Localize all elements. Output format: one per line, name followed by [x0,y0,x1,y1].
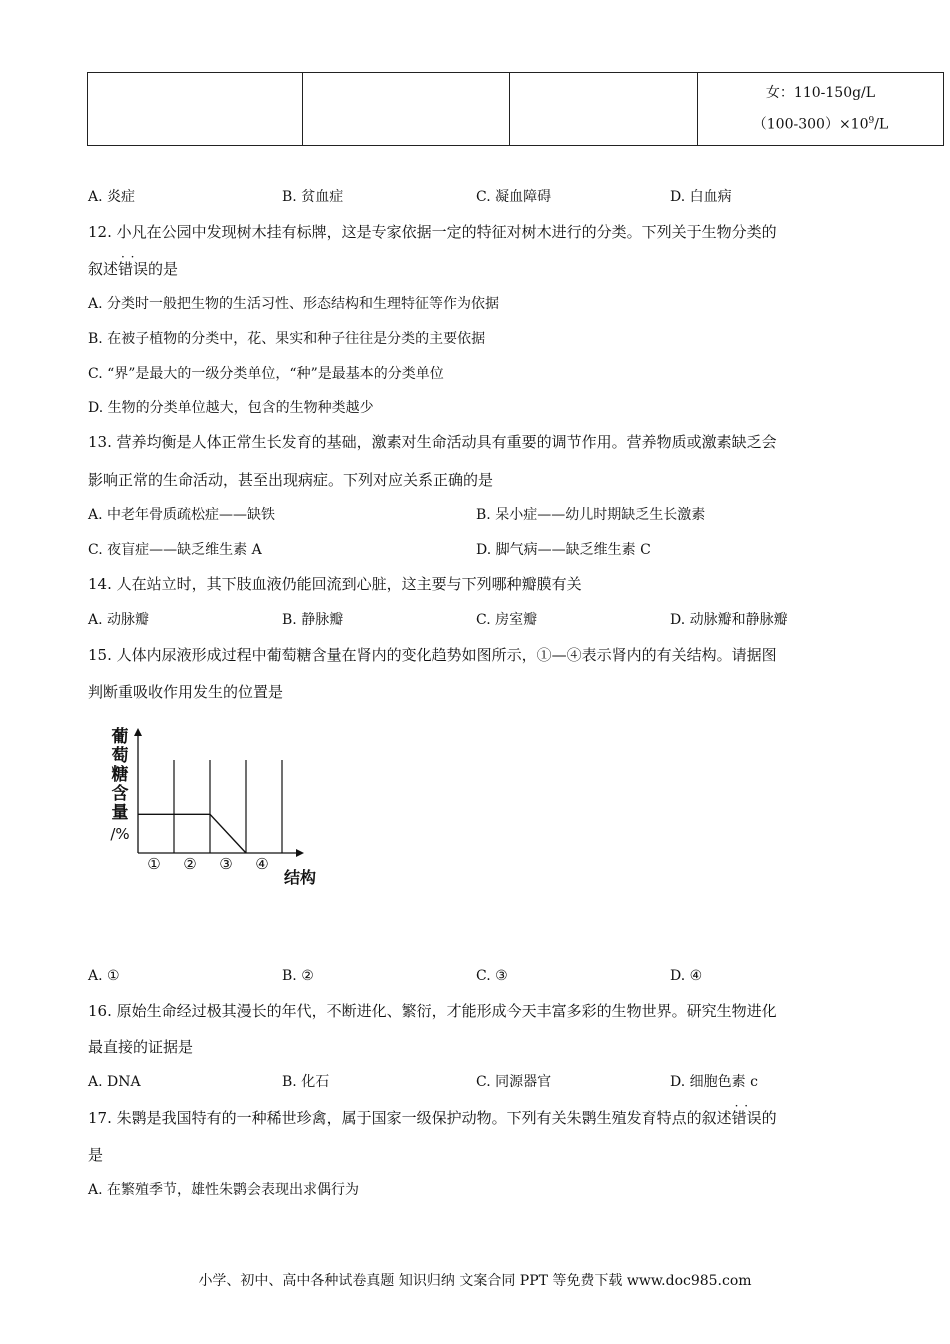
q17-option-a: A. 在繁殖季节，雄性朱鹮会表现出求偶行为 [88,1182,360,1198]
y-axis-arrow [134,728,142,736]
q12-option-d: D. 生物的分类单位越大，包含的生物种类越少 [88,400,374,416]
y-axis-label-char: 量 [111,803,129,823]
x-tick-label: ① [147,855,161,873]
q15-stem-line1: 15. 人体内尿液形成过程中葡萄糖含量在肾内的变化趋势如图所示，①—④表示肾内的有关结构。请据图 [88,646,777,664]
reference-table [87,72,944,146]
q12-option-b: B. 在被子植物的分类中，花、果实和种子往往是分类的主要依据 [88,331,486,347]
glucose-chart [108,722,328,892]
footer-banner: 小学、初中、高中各种试卷真题 知识归纳 文案合同 PPT 等免费下载 www.doc985.com [198,1273,752,1289]
q14-option-c: C. 房室瓣 [476,612,538,628]
series-line [138,814,246,853]
q14-option-b: B. 静脉瓣 [282,612,344,628]
y-axis-label-char: 糖 [111,765,129,785]
q13-option-b: B. 呆小症——幼儿时期缺乏生长激素 [476,507,706,523]
table-cell-line: 女：110-150g/L [765,85,876,102]
y-axis-label-char: 含 [111,784,129,804]
chart-axes [110,727,316,887]
q12-option-a: A. 分类时一般把生物的生活习性、形态结构和生理特征等作为依据 [88,296,500,312]
q17-stem-text: 的 [761,1109,777,1127]
table-superscript: 9 [868,116,875,127]
q11-option-d: D. 白血病 [670,189,732,205]
x-tick-label: ③ [219,855,233,873]
q14-option-a: A. 动脉瓣 [88,612,150,628]
q17-stem-line1 [88,1108,777,1128]
y-axis-label-char: 葡 [111,727,129,747]
q16-option-c: C. 同源器官 [476,1074,552,1090]
q17-stem-text: 17. 朱鹮是我国特有的一种稀世珍禽，属于国家一级保护动物。下列有关朱鹮生殖发育特点的叙述 [88,1109,732,1127]
table-text: /L [874,116,889,133]
q14-option-d: D. 动脉瓣和静脉瓣 [670,612,788,628]
q13-option-c: C. 夜盲症——缺乏维生素 A [88,542,262,558]
q13-stem-line1: 13. 营养均衡是人体正常生长发育的基础，激素对生命活动具有重要的调节作用。营养物质或激素缺乏会 [88,433,777,451]
q17-stem-line2: 是 [88,1146,104,1164]
q12-stem-text: 的是 [148,260,179,278]
q13-option-d: D. 脚气病——缺乏维生素 C [476,542,651,558]
chart-marks [138,814,269,873]
q11-option-c: C. 凝血障碍 [476,189,552,205]
q12-stem-line1: 12. 小凡在公园中发现树木挂有标牌，这是专家依据一定的特征对树木进行的分类。下列关于生物分类的 [88,223,777,241]
q12-option-c: C. “界”是最大的一级分类单位，“种”是最基本的分类单位 [88,366,444,382]
q16-stem-line1: 16. 原始生命经过极其漫长的年代，不断进化、繁衍，才能形成今天丰富多彩的生物世界。研究生物进化 [88,1002,777,1020]
table-cell-line [698,107,943,139]
q16-option-a: A. DNA [88,1074,141,1090]
table-row [88,73,944,146]
q15-stem-line2: 判断重吸收作用发生的位置是 [88,683,284,701]
table-text: （100-300）×10 [752,116,869,133]
q17-emphasis: · · 错误 [732,1108,762,1128]
q15-option-d: D. ④ [670,968,703,984]
table-cell [510,73,698,146]
q11-option-b: B. 贫血症 [282,189,344,205]
x-tick-label: ④ [255,855,269,873]
x-tick-label: ② [183,855,197,873]
q12-emphasis: · · 错误 [118,259,148,279]
q15-option-c: C. ③ [476,968,508,984]
x-axis-arrow [296,849,304,857]
table-cell [303,73,510,146]
q16-option-d: D. 细胞色素 c [670,1074,758,1090]
q12-stem-text: 叙述 [88,260,119,278]
q12-stem-line2 [88,259,178,279]
q11-option-a: A. 炎症 [88,189,136,205]
q15-option-b: B. ② [282,968,314,984]
q16-option-b: B. 化石 [282,1074,330,1090]
x-axis-label: 结构 [283,868,317,887]
y-axis-label-unit: /% [110,825,130,843]
q14-stem: 14. 人在站立时，其下肢血液仍能回流到心脏，这主要与下列哪种瓣膜有关 [88,575,582,593]
q16-stem-line2: 最直接的证据是 [88,1038,194,1056]
y-axis-label-char: 萄 [111,746,129,766]
q13-stem-line2: 影响正常的生命活动，甚至出现病症。下列对应关系正确的是 [88,471,494,489]
q13-option-a: A. 中老年骨质疏松症——缺铁 [88,507,276,523]
q15-option-a: A. ① [88,968,120,984]
table-cell-reference-values [698,73,944,146]
table-cell [88,73,303,146]
